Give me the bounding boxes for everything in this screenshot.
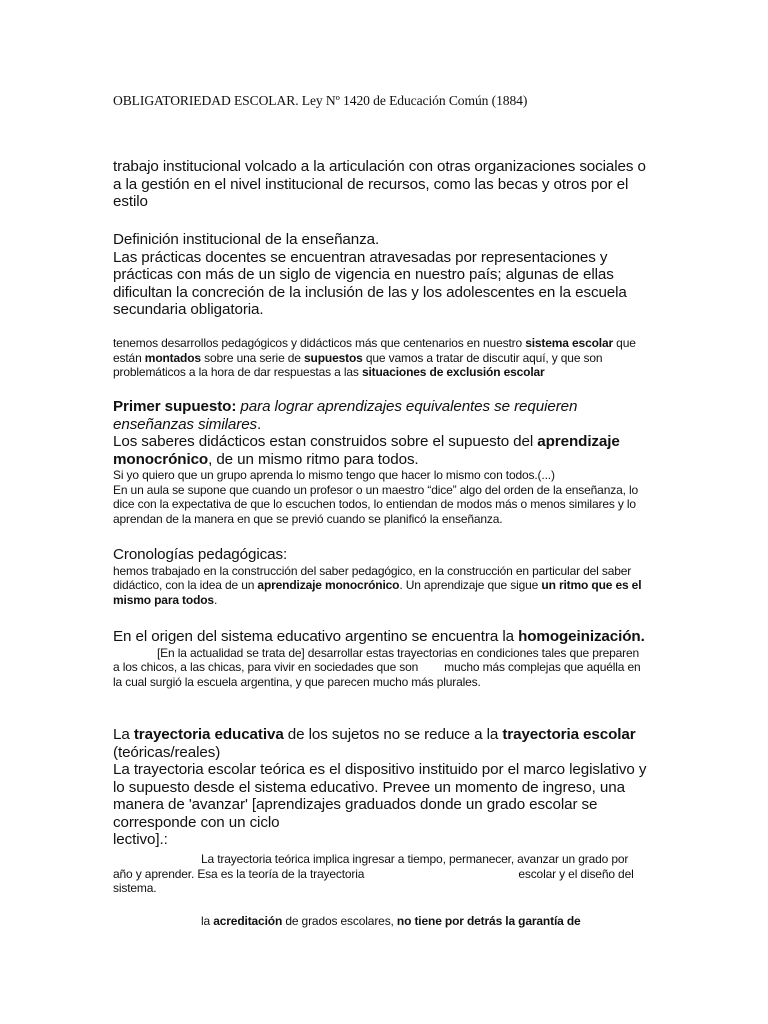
section-teaching-definition [113, 231, 658, 319]
paragraph-origin-system: En el origen del sistema educativo argentino se encuentra la homogeinización. [113, 628, 645, 645]
quote-same-for-all: Si yo quiero que un grupo aprenda lo mismo tengo que hacer lo mismo con todos.(...) [113, 468, 555, 482]
paragraph-lective-cycle: lectivo].: [113, 831, 168, 848]
first-assumption-statement: Primer supuesto: para lograr aprendizajes equivalentes se requieren enseñanzas similares. [113, 398, 578, 433]
bold-term: supuestos [304, 350, 363, 365]
section-educational-trajectory [113, 726, 658, 849]
bold-term: homogeinización. [518, 628, 645, 645]
bold-term: aprendizaje monocrónico [257, 578, 400, 592]
section-homogenization [113, 628, 658, 689]
bold-term: aprendizaje monocrónico [113, 433, 620, 468]
paragraph-trajectory-distinction: La trayectoria educativa de los sujetos no se reduce a la trayectoria escolar [113, 726, 636, 743]
paragraph-institutional-work: trabajo institucional volcado a la articulación con otras organizaciones sociales o a la gestión en el nivel institucional de recursos, como las becas y otros por el estilo [113, 158, 646, 210]
section-first-assumption [113, 398, 658, 526]
trajectory-types: (teóricas/reales) [113, 743, 221, 761]
section-heading: Definición institucional de la enseñanza. [113, 231, 380, 248]
bold-term: un ritmo que es el mismo para todos [113, 578, 642, 607]
bold-term: acreditación [213, 914, 283, 928]
paragraph-pedagogical-developments: tenemos desarrollos pedagógicos y didácticos más que centenarios en nuestro sistema escolar que están montados sobre una serie de supuestos que vamos a tratar de discutir aquí, y que son problemáticos a la hora de dar respuestas a las situaciones de exclusión escolar [113, 336, 636, 379]
bold-term: trayectoria educativa [133, 726, 284, 743]
bold-term: situaciones de exclusión escolar [361, 365, 545, 379]
section-heading: Cronologías pedagógicas: [113, 546, 288, 563]
paragraph-theoretical-implies: La trayectoria teórica implica ingresar a tiempo, permanecer, avanzar un grado por año y aprender. Esa es la teoría de la trayectoria escolar y el diseño del sistema. [113, 852, 634, 895]
paragraph-teaching-practices: Las prácticas docentes se encuentran atravesadas por representaciones y prácticas con más de un siglo de vigencia en nuestro país; algunas de ellas dificultan la concreción de la inclusión de las y los adolescentes en la escuela secundaria obligatoria. [113, 248, 627, 318]
italic-text: para lograr aprendizajes equivalentes se requieren enseñanzas similares [113, 398, 578, 433]
paragraph-theoretical-trajectory: La trayectoria escolar teórica es el dispositivo instituido por el marco legislativo y lo supuesto desde el sistema educativo. Prevee un momento de ingreso, una manera de 'avanzar' [aprendizajes graduados donde un grado escolar se corresponde con un ciclo [113, 761, 647, 831]
bold-term: montados [144, 350, 201, 365]
paragraph-didactic-knowledge: Los saberes didácticos estan construidos sobre el supuesto del aprendizaje monocrónico, de un mismo ritmo para todos. [113, 433, 620, 468]
bold-term: sistema escolar [525, 336, 613, 350]
bold-term: no tiene por detrás la garantía de [396, 914, 581, 928]
document-title: OBLIGATORIEDAD ESCOLAR. Ley Nº 1420 de Educación Común (1884) [113, 93, 528, 108]
bold-term: trayectoria escolar [502, 726, 636, 743]
paragraph-accreditation: la acreditación de grados escolares, no tiene por detrás la garantía de [201, 914, 581, 928]
paragraph-monochronic-learning: hemos trabajado en la construcción del saber pedagógico, en la construcción en particular del saber didáctico, con la idea de un aprendizaje monocrónico. Un aprendizaje que sigue un ritmo que es el mismo para todos. [113, 563, 642, 607]
paragraph-current-trajectories: [En la actualidad se trata de] desarrollar estas trayectorias en condiciones tales que preparen a los chicos, a las chicas, para vivir en sociedades que son mucho más complejas que aquélla en la cual surgió la escuela argentina, y que parecen mucho más plurales. [113, 645, 641, 689]
quote-classroom-expectation: En un aula se supone que cuando un profesor o un maestro “dice” algo del orden de la enseñanza, lo dice con la expectativa de que lo escuchen todos, lo entiendan de modos más o menos similares y lo aprendan de la manera en que se previó cuando se planificó la enseñanza. [113, 482, 639, 526]
bold-term: Primer supuesto: [113, 398, 237, 415]
section-pedagogical-chronologies [113, 546, 658, 607]
